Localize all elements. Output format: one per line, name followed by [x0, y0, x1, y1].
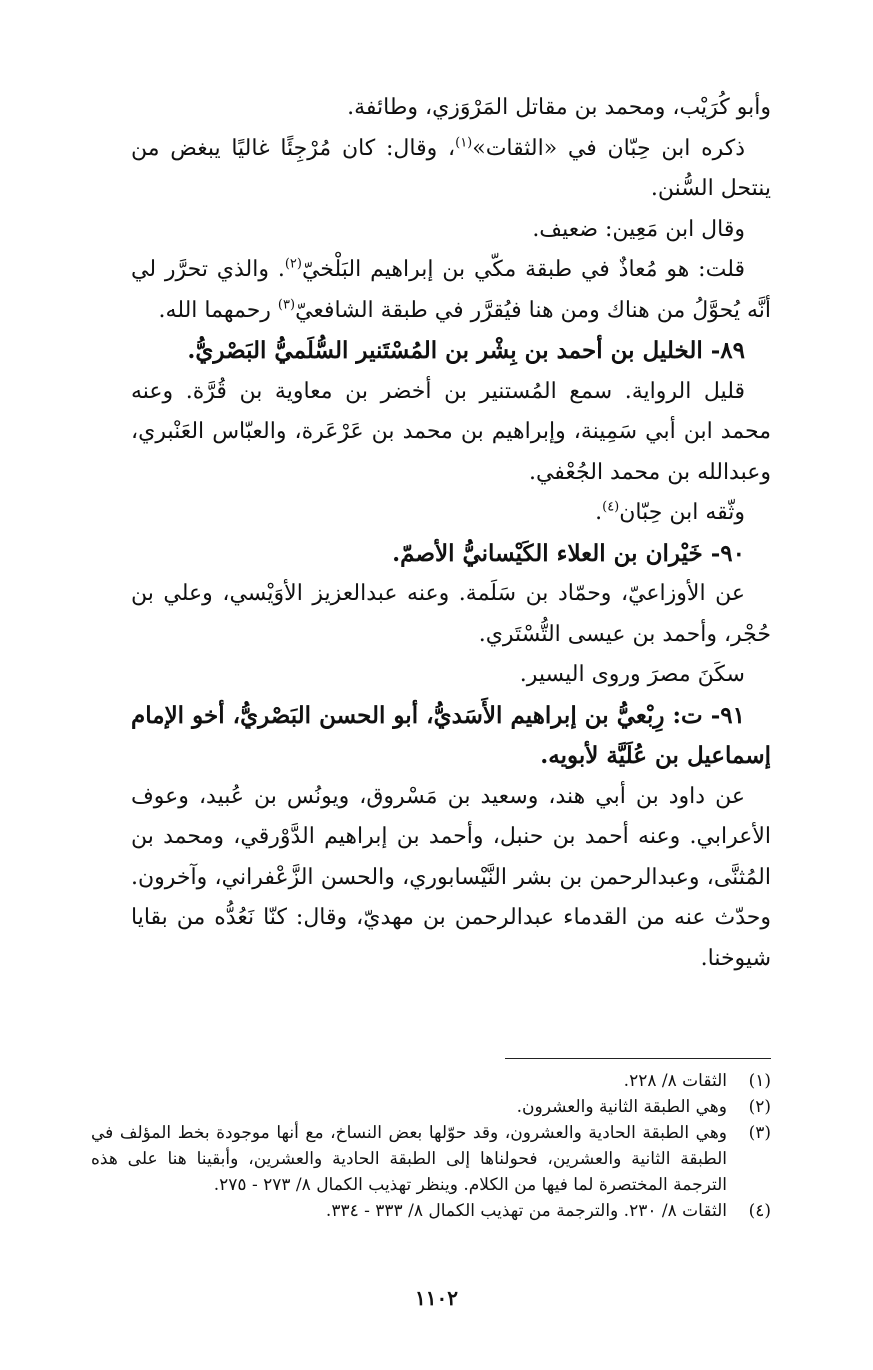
footnote-text: الثقات ٨/ ٢٢٨.	[623, 1071, 727, 1091]
footnote-2	[91, 1094, 771, 1120]
footnote-number: (٤)	[748, 1201, 771, 1221]
entry-heading-90: ٩٠- خَيْران بن العلاء الكَيْسانيُّ الأصمّ.	[392, 539, 745, 567]
paragraph-3: وقال ابن مَعِين: ضعيف.	[532, 216, 745, 242]
footnote-1	[91, 1068, 771, 1094]
paragraph-12: عن داود بن أبي هند، وسعيد بن مَسْروق، ويونُس بن عُبيد، وعوف الأعرابي. وعنه أحمد بن حنبل، وأحمد بن إبراهيم الدَّوْرقي، ومحمد بن المُثنَّى، وعبدالرحمن بن بشر النَّيْسابوري، والحسن الزَّعْفراني، وآخرون. وحدّث عنه من القدماء عبدالرحمن بن مهديّ، وقال: كنّا نَعُدُّه من بقايا شيوخنا.	[131, 783, 771, 971]
paragraph-2: ذكره ابن حِبّان في «الثقات»$^{(١)}$، وقال: كان مُرْجِئًا غاليًا يبغض من ينتحل السُّنن.	[131, 135, 771, 201]
paragraph-7: وثّقه ابن حِبّان$^{(٤)}$.	[595, 499, 745, 525]
footnote-ref-4[interactable]: (٤)	[602, 499, 620, 515]
paragraph-4: قلت: هو مُعاذٌ في طبقة مكّي بن إبراهيم البَلْخيّ$^{(٢)}$. والذي تحرَّر لي أنَّه يُحوَّلُ من هناك ومن هنا فيُقرَّر في طبقة الشافعيّ$^{(٣)}$ رحمهما الله.	[131, 256, 771, 323]
paragraph-6: قليل الرواية. سمع المُستنير بن أخضر بن معاوية بن قُرَّة. وعنه محمد ابن أبي سَمِينة، وإبراهيم بن محمد بن عَرْعَرة، والعبّاس العَنْبري، وعبدالله بن محمد الجُعْفي.	[131, 378, 771, 485]
footnote-text: الثقات ٨/ ٢٣٠. والترجمة من تهذيب الكمال ٨/ ٣٣٣ - ٣٣٤.	[325, 1201, 727, 1221]
footnote-text: وهي الطبقة الثانية والعشرون.	[516, 1097, 727, 1117]
paragraph-1: وأبو كُرَيْب، ومحمد بن مقاتل المَرْوَزي، وطائفة.	[347, 95, 771, 120]
footnote-ref-2[interactable]: (٢)	[284, 256, 302, 272]
footnote-3	[91, 1120, 771, 1198]
paragraph-9: عن الأوزاعيّ، وحمّاد بن سَلَمة. وعنه عبدالعزيز الأوَيْسي، وعلي بن حُجْر، وأحمد بن عيسى التُّسْتَري.	[131, 581, 771, 647]
footnote-divider	[505, 1058, 771, 1059]
footnote-ref-1[interactable]: (١)	[455, 135, 473, 151]
footnote-number: (١)	[748, 1071, 771, 1091]
paragraph-10: سكَنَ مصرَ وروى اليسير.	[519, 662, 745, 687]
footnote-number: (٣)	[748, 1123, 771, 1143]
entry-heading-89: ٨٩- الخليل بن أحمد بن بِشْر بن المُسْتَنير السُّلَميُّ البَصْريُّ.	[187, 337, 745, 364]
footnote-ref-3[interactable]: (٣)	[277, 297, 296, 313]
footnote-4	[91, 1198, 771, 1224]
footnote-text: وهي الطبقة الحادية والعشرون، وقد حوّلها بعض النساخ، مع أنها موجودة بخط المؤلف في الطبقة الثانية والعشرين، فحولناها إلى الطبقة الحادية والعشرين، وأبقينا هنا على هذه الترجمة المختصرة لما فيها من الكلام. وينظر تهذيب الكمال ٨/ ٢٧٣ - ٢٧٥.	[91, 1123, 727, 1195]
main-text	[131, 88, 771, 979]
page-number: ١١٠٢	[415, 1286, 458, 1310]
footnotes	[91, 1068, 771, 1224]
entry-heading-91: ٩١- ت: رِبْعيُّ بن إبراهيم الأَسَديُّ، أبو الحسن البَصْريُّ، أخو الإمام إسماعيل بن عُلَيَّة لأبويه.	[131, 701, 771, 769]
footnote-number: (٢)	[748, 1097, 771, 1117]
